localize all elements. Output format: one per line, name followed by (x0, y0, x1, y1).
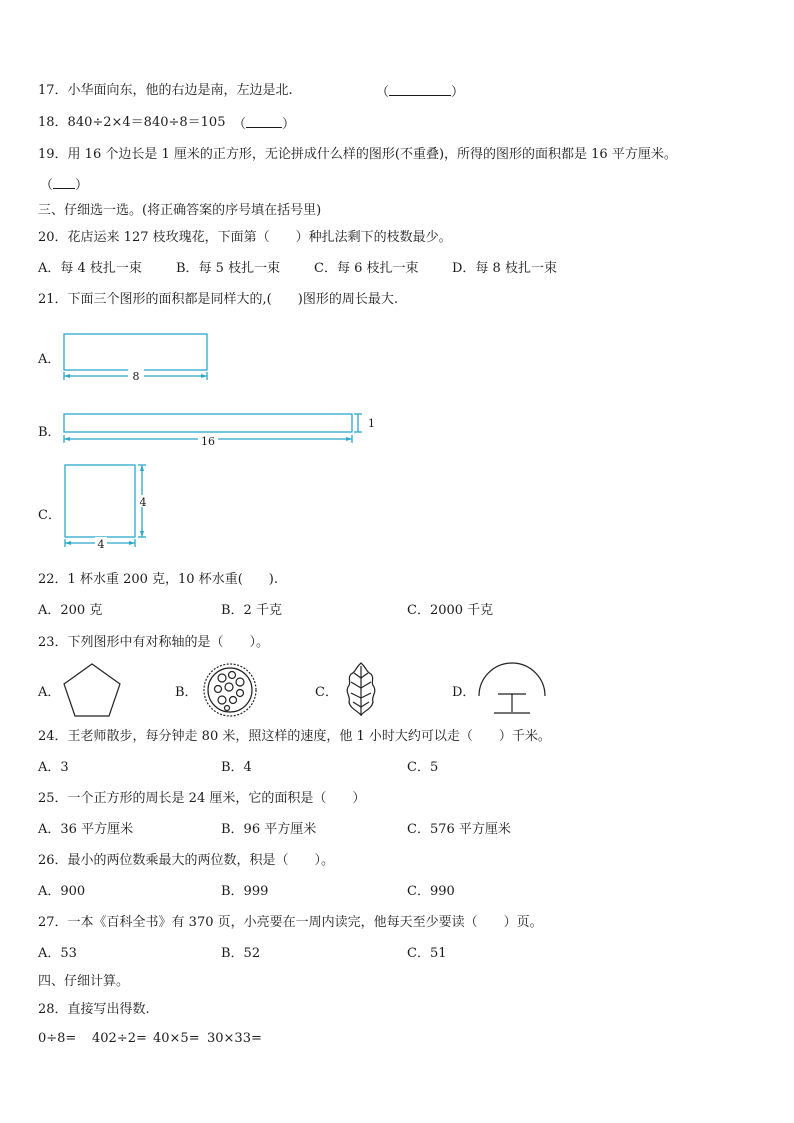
question-19 (38, 146, 677, 164)
question-17 (38, 82, 293, 100)
question-26-text: 26．最小的两位数乘最大的两位数，积是（ ）。 (38, 853, 335, 868)
q25-option-b[interactable]: B．96 平方厘米 (221, 822, 317, 837)
question-25-text: 25．一个正方形的周长是 24 厘米，它的面积是（ ） (38, 791, 366, 806)
q21-option-a-label[interactable]: A． (38, 352, 61, 367)
answer-19-blank[interactable] (53, 175, 75, 189)
question-24-text: 24．王老师散步，每分钟走 80 米，照这样的速度，他 1 小时大约可以走（ ）千米。 (38, 729, 551, 744)
q25-option-a[interactable]: A．36 平方厘米 (38, 822, 134, 837)
q21-square-c-figure (62, 462, 162, 552)
q20-option-b[interactable]: B．每 5 枝扎一束 (176, 261, 281, 276)
q23-option-c-label[interactable]: C． (315, 685, 338, 700)
q23-option-a-label[interactable]: A． (38, 685, 61, 700)
answer-18-blank[interactable] (246, 114, 282, 128)
q28-calc-item[interactable]: 402÷2= (92, 1031, 147, 1046)
answer-17-bracket: （ ） (376, 82, 464, 102)
q26-option-c[interactable]: C．990 (407, 884, 455, 899)
section-3-heading: 三、仔细选一选。(将正确答案的序号填在括号里) (38, 203, 322, 218)
answer-18-bracket: （ ） (233, 114, 295, 134)
section-4-heading: 四、仔细计算。 (38, 974, 130, 989)
question-18-text: 18．840÷2×4＝840÷8＝105 (38, 115, 226, 130)
umbrella-arch-icon (476, 660, 548, 718)
question-19-text: 19．用 16 个边长是 1 厘米的正方形，无论拼成什么样的图形(不重叠)，所得的图形的面积都是 16 平方厘米。 (38, 147, 677, 162)
q21-c-height-label: 4 (139, 496, 147, 509)
q26-option-b[interactable]: B．999 (221, 884, 269, 899)
q27-option-b[interactable]: B．52 (221, 946, 261, 961)
q20-option-a[interactable]: A．每 4 枝扎一束 (38, 261, 142, 276)
q27-option-a[interactable]: A．53 (38, 946, 77, 961)
pentagon-icon (62, 662, 124, 718)
q22-option-c[interactable]: C．2000 千克 (407, 603, 494, 618)
q28-calc-item[interactable]: 0÷8= (38, 1031, 77, 1046)
q24-option-b[interactable]: B．4 (221, 760, 252, 775)
q22-option-b[interactable]: B．2 千克 (221, 603, 282, 618)
q21-rectangle-a-figure (62, 332, 212, 384)
q26-option-a[interactable]: A．900 (38, 884, 86, 899)
q21-c-width-label: 4 (97, 538, 105, 551)
q20-option-c[interactable]: C．每 6 枝扎一束 (314, 261, 419, 276)
answer-19-bracket: （ ） (40, 175, 88, 195)
q24-option-a[interactable]: A．3 (38, 760, 69, 775)
q24-option-c[interactable]: C．5 (407, 760, 439, 775)
question-17-text: 17．小华面向东，他的右边是南，左边是北. (38, 83, 293, 98)
question-23-text: 23．下列图形中有对称轴的是（ ）。 (38, 635, 270, 650)
lace-cookie-icon (202, 662, 258, 718)
question-22-text: 22．1 杯水重 200 克，10 杯水重( ). (38, 572, 278, 587)
q28-calc-item[interactable]: 40×5= (153, 1031, 200, 1046)
q23-option-b-label[interactable]: B． (175, 685, 198, 700)
q21-a-width-label: 8 (132, 370, 140, 383)
question-21-text: 21．下面三个图形的面积都是同样大的,( )图形的周长最大. (38, 292, 398, 307)
q22-option-a[interactable]: A．200 克 (38, 603, 103, 618)
q21-b-width-label: 16 (201, 435, 215, 448)
question-27-text: 27．一本《百科全书》有 370 页，小亮要在一周内读完，他每天至少要读（ ）页。 (38, 915, 543, 930)
q20-option-d[interactable]: D．每 8 枝扎一束 (452, 261, 557, 276)
question-18 (38, 114, 225, 132)
q23-option-d-label[interactable]: D． (452, 685, 476, 700)
q21-option-c-label[interactable]: C． (38, 508, 61, 523)
answer-17-blank[interactable] (389, 82, 451, 96)
q28-calc-item[interactable]: 30×33= (207, 1031, 262, 1046)
q21-rectangle-b-figure (62, 412, 382, 452)
q21-option-b-label[interactable]: B． (38, 425, 61, 440)
leaf-icon (342, 660, 380, 718)
q21-b-height-label: 1 (368, 417, 375, 430)
q27-option-c[interactable]: C．51 (407, 946, 447, 961)
q25-option-c[interactable]: C．576 平方厘米 (407, 822, 511, 837)
question-28-text: 28．直接写出得数. (38, 1002, 150, 1017)
question-20-text: 20．花店运来 127 枝玫瑰花，下面第（ ）种扎法剩下的枝数最少。 (38, 230, 452, 245)
